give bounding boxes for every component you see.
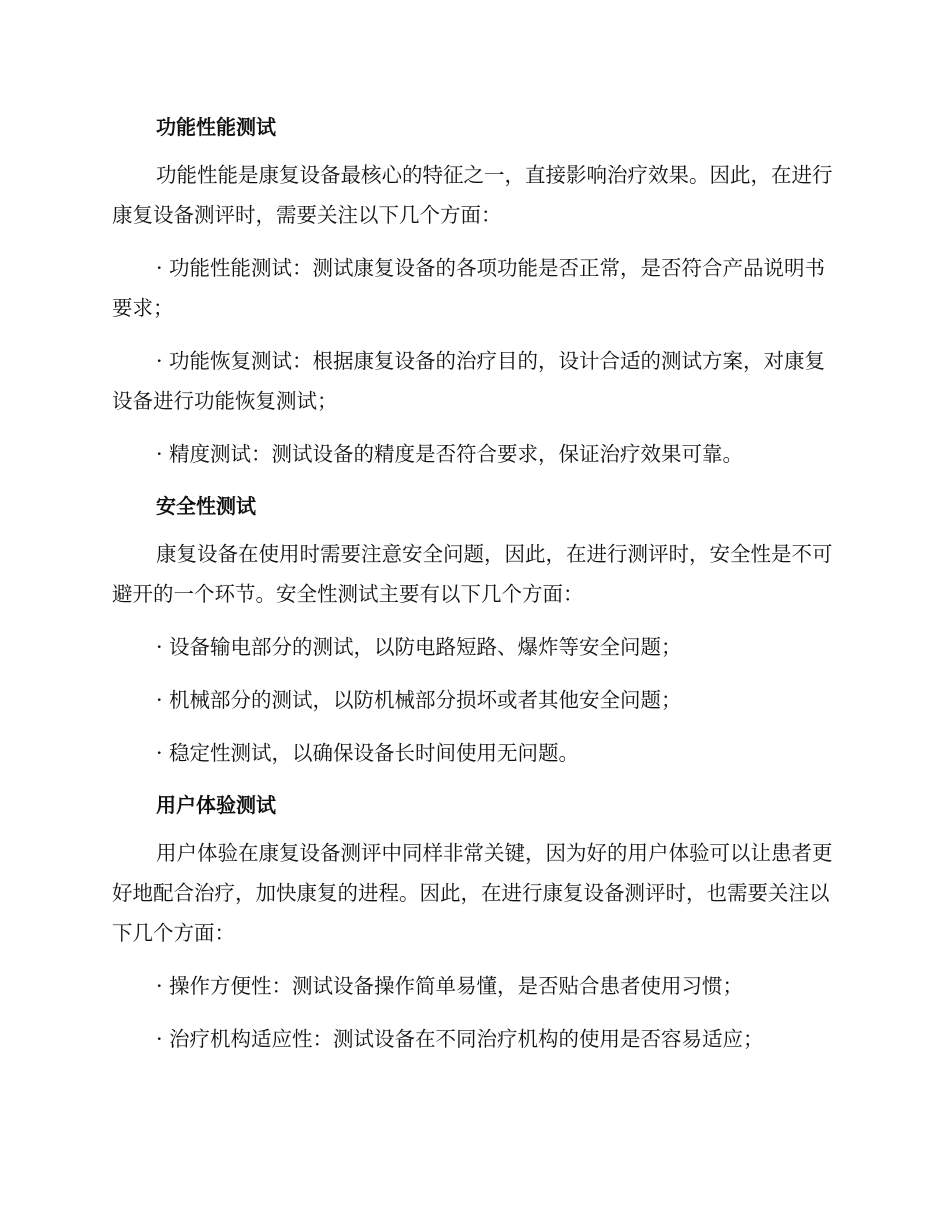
section-intro-user-experience: 用户体验在康复设备测评中同样非常关键，因为好的用户体验可以让患者更好地配合治疗，加快康复的进程。因此，在进行康复设备测评时，也需要关注以下几个方面： [112,841,833,945]
section-heading-functional-performance: 功能性能测试 [156,115,276,139]
list-item: · 稳定性测试，以确保设备长时间使用无问题。 [156,741,580,765]
list-item: · 功能恢复测试：根据康复设备的治疗目的，设计合适的测试方案，对康复设备进行功能恢复测试； [112,349,826,413]
section-heading-user-experience: 用户体验测试 [156,793,276,817]
section-intro-functional-performance: 功能性能是康复设备最核心的特征之一，直接影响治疗效果。因此，在进行康复设备测评时，需要关注以下几个方面： [112,163,833,227]
list-item: · 机械部分的测试，以防机械部分损坏或者其他安全问题； [156,688,682,712]
list-item: · 精度测试：测试设备的精度是否符合要求，保证治疗效果可靠。 [156,442,744,466]
list-item: · 治疗机构适应性：测试设备在不同治疗机构的使用是否容易适应； [156,1027,764,1051]
list-item: · 操作方便性：测试设备操作简单易懂，是否贴合患者使用习惯； [156,974,744,998]
section-heading-safety: 安全性测试 [156,494,256,518]
section-intro-safety: 康复设备在使用时需要注意安全问题，因此，在进行测评时，安全性是不可避开的一个环节。安全性测试主要有以下几个方面： [112,542,833,606]
list-item: · 设备输电部分的测试，以防电路短路、爆炸等安全问题； [156,635,682,659]
list-item: · 功能性能测试：测试康复设备的各项功能是否正常，是否符合产品说明书要求； [112,256,826,320]
